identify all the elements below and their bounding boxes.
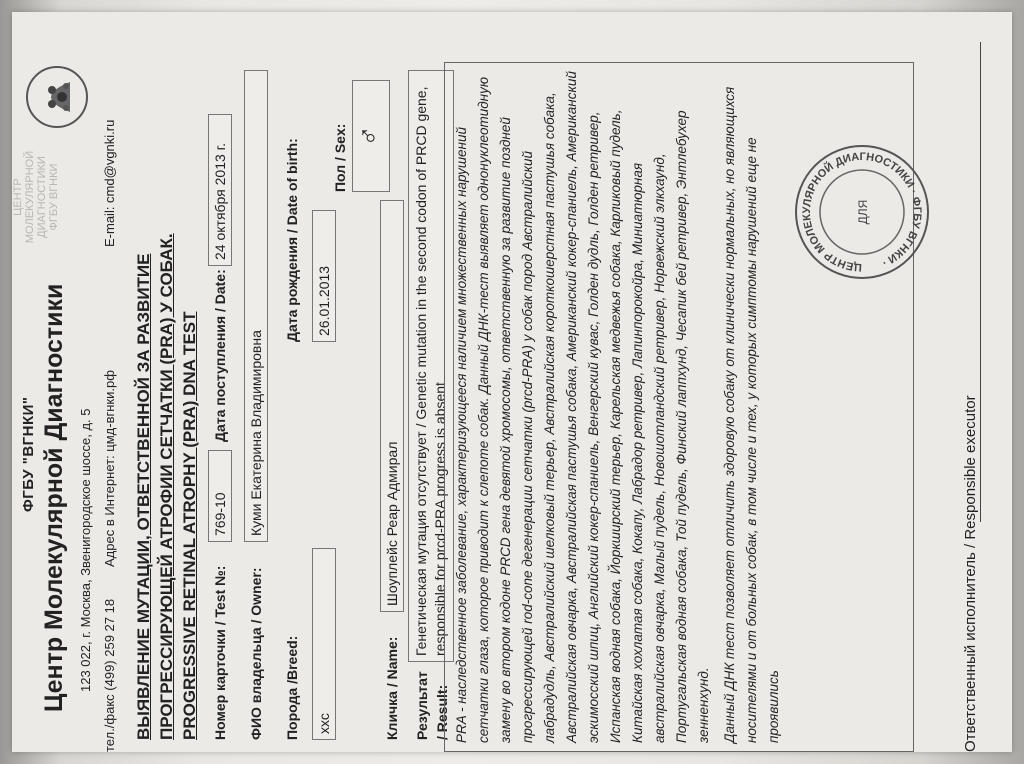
signature-label: Ответственный исполнитель / Responsible executor: [962, 395, 979, 752]
website: Адрес в Интернет: цмд-вгнки.рф: [102, 370, 117, 567]
test-title-line: ВЫЯВЛЕНИЕ МУТАЦИИ, ОТВЕТСТВЕННОЙ ЗА РАЗВИТИЕ: [134, 253, 153, 740]
faded-stamp-line: ФГБУ ВГНКИ: [48, 163, 60, 231]
certificate-sheet: [12, 12, 1012, 752]
card-number-value: 769-10: [208, 450, 232, 542]
signature-line: [980, 42, 981, 522]
date-value: 24 октября 2013 г.: [208, 114, 232, 266]
address: 123 022, г. Москва, Звенигородское шоссе, д. 5: [78, 408, 93, 692]
faded-stamp: [12, 142, 60, 252]
seal-center-text: ДЛЯ: [856, 199, 870, 225]
phone: тел./факс (499) 259 27 18: [102, 598, 117, 752]
dob-label: Дата рождения / Date of birth:: [284, 138, 300, 342]
sex-value: ♂: [352, 80, 390, 192]
email: E-mail: cmd@vgnki.ru: [102, 119, 117, 247]
faded-stamp-line: ДИАГНОСТИКИ: [36, 156, 48, 238]
result-label: Результат / Result:: [414, 671, 450, 740]
pra-note: Данный ДНК тест позволяет отличить здоровую собаку от клинически нормальных, но являющихся носителями и от больных собак, в том числе и тех, у которых симптомы нарушений еще не проявились: [722, 86, 781, 743]
test-title-line: PROGRESSIVE RETINAL ATROPHY (PRA) DNA TEST: [180, 311, 199, 740]
owner-label: ФИО владельца / Owner:: [248, 567, 264, 740]
breed-value: ххс: [312, 548, 336, 740]
name-label: Кличка / Name:: [384, 636, 400, 740]
test-title-line: ПРОГРЕССИРУЮЩЕЙ АТРОФИИ СЕТЧАТКИ (PRA) У СОБАК.: [157, 233, 176, 740]
pra-description: PRA - наследственное заболевание, характеризующееся наличием множественных нарушений сетчатки глаза, которое приводит к слепоте собак. Данный ДНК-тест выявляет однонуклеотидную замену во втором кодоне PRCD гена девятой хромосомы, ответственную за развитие поздней прогрессирующей rod-cone дегенерации сетчатки (prcd-PRA) у собак пород Австралийский лабрадудль, Австралийский шелковый терьер, Австралийская короткошерстная пастушья собака, Австралийская овчарка, Австралийская пастушья собака, Американский кокер-спаниель, Американский эскимосский шпиц, Английский кокер-спаниель, Венгерский кувас, Голден дудль, Голден ретривер, Испанская водная собака, Йоркширский терьер, Карельская медвежья собака, Карликовый пудель, Китайская хохлатая собака, Кокапу, Лабрадор ретривер, Лапинпорокойра, Миниатюрная австралийская овчарка, Малый пудель, Новошотландский ретривер, Норвежский элкхаунд, Португальская водная собака, Той пудель, Финский лаппхунд, Чесапик бей ретривер, Энтлебухер зенненхунд.: [454, 71, 711, 743]
faded-stamp-line: ЦЕНТР: [12, 178, 24, 216]
date-label: Дата поступления / Date:: [212, 269, 228, 442]
breed-label: Порода /Breed:: [284, 635, 300, 740]
seal-text: ЦЕНТР МОЛЕКУЛЯРНОЙ ДИАГНОСТИКИ · ФГБУ ВГНКИ ·: [800, 150, 924, 274]
center-name: Центр Молекулярной Диагностики: [40, 283, 68, 712]
name-value: Шоуплейс Реар Адмирал: [380, 200, 404, 612]
card-number-label: Номер карточки / Test №:: [212, 565, 228, 740]
test-title: [132, 233, 201, 740]
faded-stamp-line: МОЛЕКУЛЯРНОЙ: [24, 150, 36, 244]
owner-value: Куми Екатерина Владимировна: [244, 70, 268, 542]
dob-value: 26.01.2013: [312, 210, 336, 342]
org-short-name: ФГБУ "ВГНКИ": [20, 396, 37, 512]
sex-label: Пол / Sex:: [332, 123, 348, 192]
org-logo-icon: [22, 62, 92, 132]
result-value: Генетическая мутация отсутствует / Genetic mutation in the second codon of PRCD gene, responsible for prcd-PRA progress is absent: [408, 70, 454, 662]
official-seal-icon: [792, 142, 932, 282]
